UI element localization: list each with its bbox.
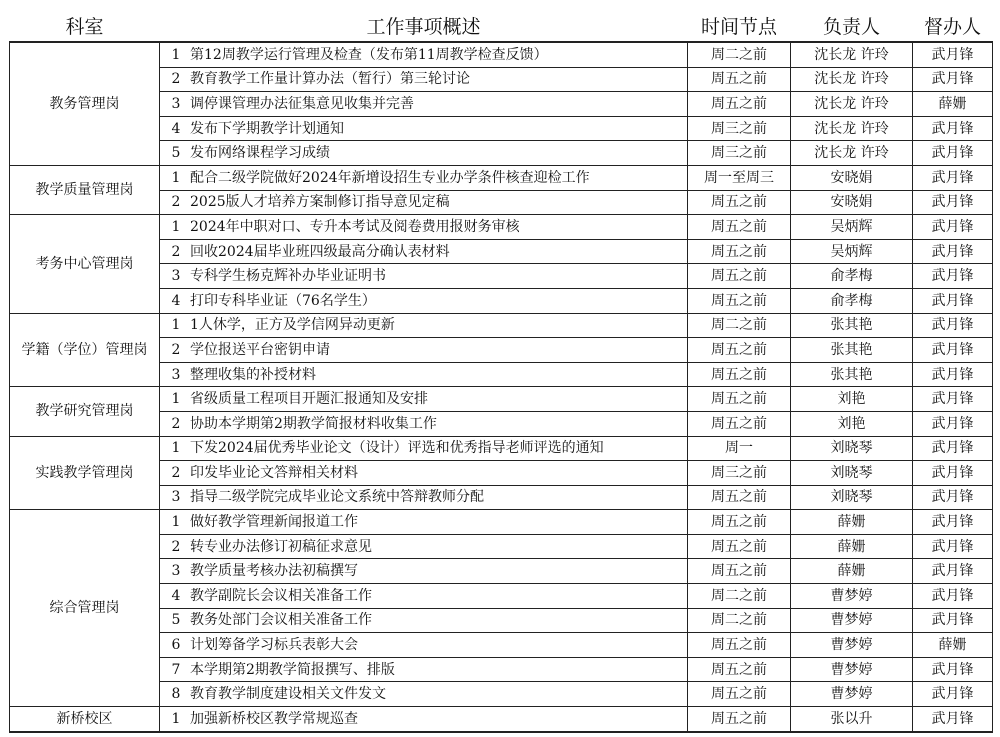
- task-number: 2: [171, 341, 181, 358]
- task-number: 2: [171, 415, 181, 432]
- owner-cell: 沈长龙 许玲: [791, 116, 913, 141]
- owner-cell: 曹梦婷: [791, 608, 913, 633]
- time-cell: 周五之前: [688, 264, 791, 289]
- owner-cell: 吴炳辉: [791, 239, 913, 264]
- supervisor-cell: 武月锋: [913, 264, 993, 289]
- task-cell: [160, 362, 688, 387]
- task-cell: [160, 215, 688, 240]
- time-cell: 周三之前: [688, 116, 791, 141]
- task-text: 加强新桥校区教学常规巡查: [190, 710, 358, 727]
- task-text: 省级质量工程项目开题汇报通知及安排: [190, 391, 428, 408]
- owner-cell: 曹梦婷: [791, 682, 913, 707]
- owner-cell: 刘艳: [791, 411, 913, 436]
- task-text: 专科学生杨克辉补办毕业证明书: [190, 268, 386, 285]
- owner-cell: 曹梦婷: [791, 584, 913, 609]
- owner-cell: 沈长龙 许玲: [791, 67, 913, 92]
- task-number: 1: [171, 46, 181, 63]
- owner-cell: 刘艳: [791, 387, 913, 412]
- owner-cell: 安晓娟: [791, 165, 913, 190]
- dept-cell: 教学质量管理岗: [10, 165, 160, 214]
- table-row: [10, 165, 993, 190]
- task-number: 1: [171, 169, 181, 186]
- time-cell: 周二之前: [688, 584, 791, 609]
- task-text: 配合二级学院做好2024年新增设招生专业办学条件核查迎检工作: [190, 169, 590, 186]
- task-number: 4: [171, 587, 181, 604]
- task-cell: [160, 682, 688, 707]
- task-cell: [160, 559, 688, 584]
- task-cell: [160, 534, 688, 559]
- task-number: 1: [171, 218, 181, 235]
- task-number: 5: [171, 612, 181, 629]
- table-row: [10, 436, 993, 461]
- task-cell: [160, 42, 688, 67]
- task-text: 本学期第2期教学简报撰写、排版: [190, 661, 395, 678]
- time-cell: 周五之前: [688, 657, 791, 682]
- supervisor-cell: 武月锋: [913, 485, 993, 510]
- supervisor-cell: 武月锋: [913, 362, 993, 387]
- dept-cell: 实践教学管理岗: [10, 436, 160, 510]
- task-cell: [160, 584, 688, 609]
- time-cell: 周五之前: [688, 288, 791, 313]
- supervisor-cell: 武月锋: [913, 534, 993, 559]
- table-row: [10, 510, 993, 535]
- task-cell: [160, 633, 688, 658]
- task-cell: [160, 707, 688, 732]
- task-text: 学位报送平台密钥申请: [190, 341, 330, 358]
- supervisor-cell: 武月锋: [913, 387, 993, 412]
- header-task: 工作事项概述: [160, 10, 688, 42]
- supervisor-cell: 武月锋: [913, 559, 993, 584]
- header-owner: 负责人: [791, 10, 913, 42]
- dept-cell: 学籍（学位）管理岗: [10, 313, 160, 387]
- task-cell: [160, 92, 688, 117]
- owner-cell: 曹梦婷: [791, 657, 913, 682]
- supervisor-cell: 武月锋: [913, 239, 993, 264]
- task-cell: [160, 165, 688, 190]
- time-cell: 周五之前: [688, 534, 791, 559]
- task-text: 回收2024届毕业班四级最高分确认表材料: [190, 243, 450, 260]
- table-row: [10, 215, 993, 240]
- task-number: 2: [171, 194, 181, 211]
- time-cell: 周二之前: [688, 608, 791, 633]
- time-cell: 周五之前: [688, 239, 791, 264]
- task-number: 1: [171, 317, 181, 334]
- task-number: 2: [171, 71, 181, 88]
- task-cell: [160, 116, 688, 141]
- task-number: 7: [171, 661, 181, 678]
- owner-cell: 张以升: [791, 707, 913, 732]
- owner-cell: 刘晓琴: [791, 436, 913, 461]
- time-cell: 周二之前: [688, 42, 791, 67]
- owner-cell: 曹梦婷: [791, 633, 913, 658]
- task-cell: [160, 239, 688, 264]
- task-cell: [160, 338, 688, 363]
- dept-cell: 新桥校区: [10, 707, 160, 732]
- time-cell: 周五之前: [688, 485, 791, 510]
- header-time: 时间节点: [688, 10, 791, 42]
- owner-cell: 俞孝梅: [791, 264, 913, 289]
- supervisor-cell: 武月锋: [913, 682, 993, 707]
- time-cell: 周五之前: [688, 92, 791, 117]
- time-cell: 周五之前: [688, 67, 791, 92]
- task-number: 1: [171, 391, 181, 408]
- task-text: 计划筹备学习标兵表彰大会: [190, 637, 358, 654]
- dept-cell: 考务中心管理岗: [10, 215, 160, 313]
- task-number: 3: [171, 95, 181, 112]
- task-text: 印发毕业论文答辩相关材料: [190, 464, 358, 481]
- owner-cell: 安晓娟: [791, 190, 913, 215]
- table-row: [10, 707, 993, 732]
- time-cell: 周五之前: [688, 707, 791, 732]
- supervisor-cell: 武月锋: [913, 313, 993, 338]
- time-cell: 周二之前: [688, 313, 791, 338]
- task-number: 8: [171, 686, 181, 703]
- task-text: 协助本学期第2期教学简报材料收集工作: [190, 415, 437, 432]
- time-cell: 周一: [688, 436, 791, 461]
- supervisor-cell: 武月锋: [913, 510, 993, 535]
- task-number: 3: [171, 268, 181, 285]
- task-cell: [160, 411, 688, 436]
- owner-cell: 俞孝梅: [791, 288, 913, 313]
- task-number: 3: [171, 489, 181, 506]
- header-supervisor: 督办人: [913, 10, 993, 42]
- time-cell: 周五之前: [688, 190, 791, 215]
- supervisor-cell: 武月锋: [913, 411, 993, 436]
- time-cell: 周五之前: [688, 215, 791, 240]
- owner-cell: 薛姗: [791, 559, 913, 584]
- time-cell: 周一至周三: [688, 165, 791, 190]
- owner-cell: 刘晓琴: [791, 485, 913, 510]
- task-text: 整理收集的补授材料: [190, 366, 316, 383]
- time-cell: 周五之前: [688, 387, 791, 412]
- time-cell: 周五之前: [688, 362, 791, 387]
- task-cell: [160, 264, 688, 289]
- supervisor-cell: 薛姗: [913, 633, 993, 658]
- task-number: 2: [171, 464, 181, 481]
- task-cell: [160, 510, 688, 535]
- task-cell: [160, 313, 688, 338]
- task-cell: [160, 141, 688, 166]
- table-row: [10, 313, 993, 338]
- task-text: 1人休学，正方及学信网异动更新: [190, 317, 395, 334]
- supervisor-cell: 武月锋: [913, 190, 993, 215]
- table-body: [10, 42, 993, 732]
- task-text: 指导二级学院完成毕业论文系统中答辩教师分配: [190, 489, 484, 506]
- task-cell: [160, 67, 688, 92]
- task-number: 1: [171, 440, 181, 457]
- task-text: 下发2024届优秀毕业论文（设计）评选和优秀指导老师评选的通知: [190, 440, 604, 457]
- header-row: [10, 10, 993, 42]
- task-cell: [160, 608, 688, 633]
- task-number: 4: [171, 292, 181, 309]
- owner-cell: 张其艳: [791, 338, 913, 363]
- supervisor-cell: 武月锋: [913, 707, 993, 732]
- supervisor-cell: 武月锋: [913, 116, 993, 141]
- supervisor-cell: 武月锋: [913, 436, 993, 461]
- task-cell: [160, 485, 688, 510]
- header-dept: 科室: [10, 10, 160, 42]
- task-number: 6: [171, 637, 181, 654]
- supervisor-cell: 武月锋: [913, 338, 993, 363]
- supervisor-cell: 武月锋: [913, 165, 993, 190]
- time-cell: 周五之前: [688, 510, 791, 535]
- supervisor-cell: 武月锋: [913, 215, 993, 240]
- supervisor-cell: 武月锋: [913, 141, 993, 166]
- owner-cell: 张其艳: [791, 313, 913, 338]
- task-number: 1: [171, 514, 181, 531]
- task-text: 教学质量考核办法初稿撰写: [190, 563, 358, 580]
- task-text: 调停课管理办法征集意见收集并完善: [190, 95, 414, 112]
- dept-cell: 教务管理岗: [10, 42, 160, 165]
- task-text: 教育教学工作量计算办法（暂行）第三轮讨论: [190, 71, 470, 88]
- owner-cell: 刘晓琴: [791, 461, 913, 486]
- owner-cell: 沈长龙 许玲: [791, 42, 913, 67]
- schedule-document: [9, 10, 992, 733]
- task-number: 2: [171, 243, 181, 260]
- time-cell: 周五之前: [688, 411, 791, 436]
- task-text: 2024年中职对口、专升本考试及阅卷费用报财务审核: [190, 218, 520, 235]
- task-text: 转专业办法修订初稿征求意见: [190, 538, 372, 555]
- task-number: 2: [171, 538, 181, 555]
- time-cell: 周五之前: [688, 682, 791, 707]
- task-text: 教务处部门会议相关准备工作: [190, 612, 372, 629]
- time-cell: 周五之前: [688, 559, 791, 584]
- supervisor-cell: 武月锋: [913, 461, 993, 486]
- owner-cell: 薛姗: [791, 534, 913, 559]
- supervisor-cell: 武月锋: [913, 657, 993, 682]
- supervisor-cell: 薛姗: [913, 92, 993, 117]
- time-cell: 周五之前: [688, 338, 791, 363]
- table-row: [10, 387, 993, 412]
- task-text: 发布网络课程学习成绩: [190, 145, 330, 162]
- dept-cell: 教学研究管理岗: [10, 387, 160, 436]
- task-number: 4: [171, 120, 181, 137]
- supervisor-cell: 武月锋: [913, 288, 993, 313]
- task-cell: [160, 657, 688, 682]
- dept-cell: 综合管理岗: [10, 510, 160, 707]
- supervisor-cell: 武月锋: [913, 608, 993, 633]
- time-cell: 周三之前: [688, 461, 791, 486]
- task-number: 3: [171, 563, 181, 580]
- supervisor-cell: 武月锋: [913, 42, 993, 67]
- owner-cell: 薛姗: [791, 510, 913, 535]
- task-cell: [160, 461, 688, 486]
- owner-cell: 张其艳: [791, 362, 913, 387]
- time-cell: 周五之前: [688, 633, 791, 658]
- owner-cell: 沈长龙 许玲: [791, 141, 913, 166]
- supervisor-cell: 武月锋: [913, 584, 993, 609]
- task-cell: [160, 436, 688, 461]
- owner-cell: 沈长龙 许玲: [791, 92, 913, 117]
- owner-cell: 吴炳辉: [791, 215, 913, 240]
- task-text: 教学副院长会议相关准备工作: [190, 587, 372, 604]
- task-text: 打印专科毕业证（76名学生）: [190, 292, 376, 309]
- task-cell: [160, 190, 688, 215]
- task-cell: [160, 387, 688, 412]
- task-cell: [160, 288, 688, 313]
- task-text: 第12周教学运行管理及检查（发布第11周教学检查反馈）: [190, 46, 548, 63]
- task-text: 2025版人才培养方案制修订指导意见定稿: [190, 194, 450, 211]
- task-number: 1: [171, 710, 181, 727]
- time-cell: 周三之前: [688, 141, 791, 166]
- supervisor-cell: 武月锋: [913, 67, 993, 92]
- work-schedule-table: [9, 10, 993, 733]
- task-text: 发布下学期教学计划通知: [190, 120, 344, 137]
- task-number: 5: [171, 145, 181, 162]
- table-row: [10, 42, 993, 67]
- task-text: 做好教学管理新闻报道工作: [190, 514, 358, 531]
- task-number: 3: [171, 366, 181, 383]
- task-text: 教育教学制度建设相关文件发文: [190, 686, 386, 703]
